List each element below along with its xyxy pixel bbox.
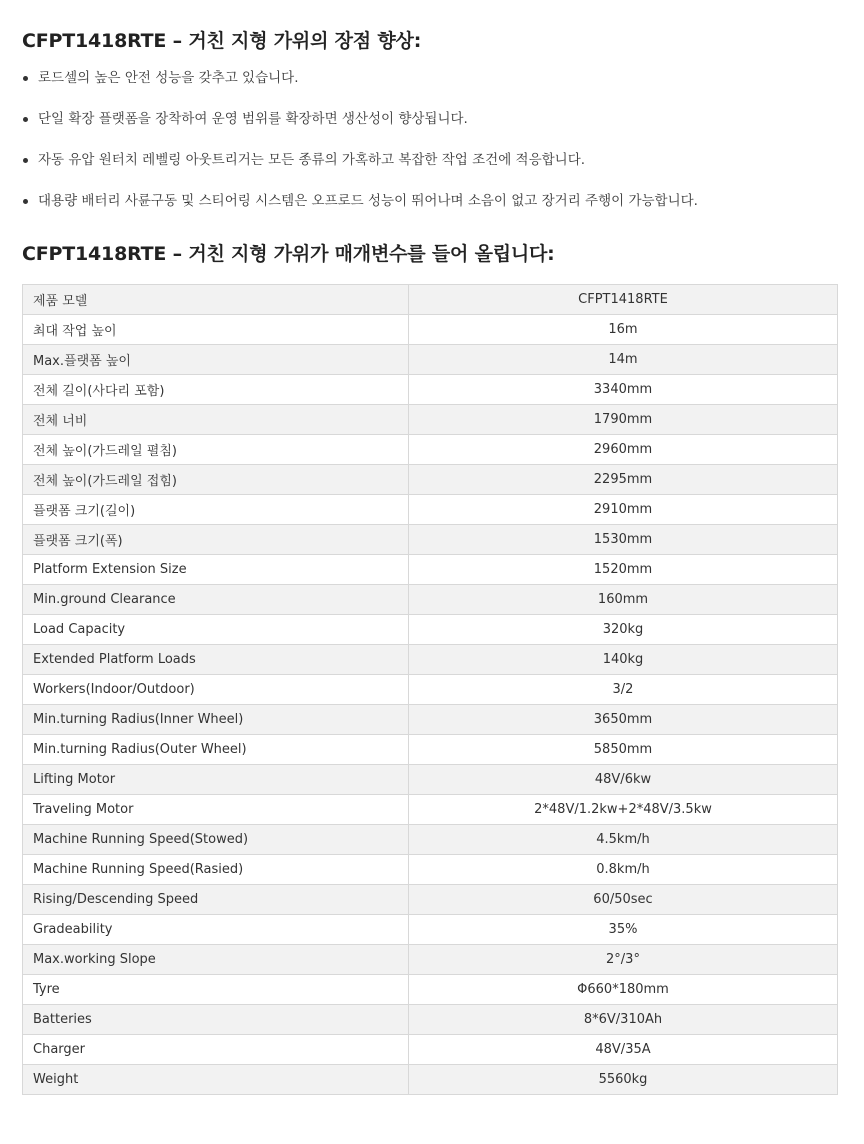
spec-table-body [23, 284, 838, 1094]
spec-label: Extended Platform Loads [23, 644, 409, 674]
spec-value: 16m [409, 314, 838, 344]
spec-label: Tyre [23, 974, 409, 1004]
list-item: 로드셀의 높은 안전 성능을 갖추고 있습니다. [22, 69, 850, 88]
table-row [23, 314, 838, 344]
spec-label: Min.turning Radius(Inner Wheel) [23, 704, 409, 734]
spec-label: Machine Running Speed(Stowed) [23, 824, 409, 854]
spec-label: Traveling Motor [23, 794, 409, 824]
spec-label: 최대 작업 높이 [23, 314, 409, 344]
spec-label: 전체 길이(사다리 포함) [23, 374, 409, 404]
spec-label: Min.ground Clearance [23, 584, 409, 614]
spec-label: 전체 너비 [23, 404, 409, 434]
specification-table [22, 284, 838, 1095]
table-row [23, 974, 838, 1004]
table-row [23, 344, 838, 374]
spec-label: Batteries [23, 1004, 409, 1034]
table-row [23, 494, 838, 524]
spec-label: 전체 높이(가드레일 접힘) [23, 464, 409, 494]
spec-label: 플랫폼 크기(폭) [23, 524, 409, 554]
table-row [23, 674, 838, 704]
spec-value: 8*6V/310Ah [409, 1004, 838, 1034]
table-row [23, 374, 838, 404]
spec-value: 320kg [409, 614, 838, 644]
spec-value: 14m [409, 344, 838, 374]
spec-value: 2960mm [409, 434, 838, 464]
spec-value: 48V/35A [409, 1034, 838, 1064]
table-row [23, 764, 838, 794]
spec-label: Weight [23, 1064, 409, 1094]
list-item: 단일 확장 플랫폼을 장착하여 운영 범위를 확장하면 생산성이 향상됩니다. [22, 110, 850, 129]
spec-label: Charger [23, 1034, 409, 1064]
list-item: 대용량 배터리 사륜구동 및 스티어링 시스템은 오프로드 성능이 뛰어나며 소음이 없고 장거리 주행이 가능합니다. [22, 192, 850, 211]
table-row [23, 824, 838, 854]
spec-label: Platform Extension Size [23, 554, 409, 584]
spec-label: Max.플랫폼 높이 [23, 344, 409, 374]
spec-value: 5560kg [409, 1064, 838, 1094]
spec-value: CFPT1418RTE [409, 284, 838, 314]
spec-value: 2295mm [409, 464, 838, 494]
spec-value: 5850mm [409, 734, 838, 764]
spec-value: 160mm [409, 584, 838, 614]
spec-value: 2°/3° [409, 944, 838, 974]
table-row [23, 794, 838, 824]
spec-value: 1790mm [409, 404, 838, 434]
table-row [23, 434, 838, 464]
spec-value: 3/2 [409, 674, 838, 704]
table-row [23, 1064, 838, 1094]
spec-label: 제품 모델 [23, 284, 409, 314]
table-row [23, 1004, 838, 1034]
spec-value: 2*48V/1.2kw+2*48V/3.5kw [409, 794, 838, 824]
spec-value: 48V/6kw [409, 764, 838, 794]
list-item: 자동 유압 원터치 레벨링 아웃트리거는 모든 종류의 가혹하고 복잡한 작업 조건에 적응합니다. [22, 151, 850, 170]
spec-label: Load Capacity [23, 614, 409, 644]
table-row [23, 644, 838, 674]
table-row [23, 884, 838, 914]
spec-label: 전체 높이(가드레일 펼침) [23, 434, 409, 464]
spec-value: 1520mm [409, 554, 838, 584]
table-row [23, 914, 838, 944]
spec-value: 3650mm [409, 704, 838, 734]
feature-list [22, 69, 850, 211]
spec-value: 140kg [409, 644, 838, 674]
table-row [23, 704, 838, 734]
spec-label: Machine Running Speed(Rasied) [23, 854, 409, 884]
spec-label: Rising/Descending Speed [23, 884, 409, 914]
spec-value: 3340mm [409, 374, 838, 404]
spec-label: Min.turning Radius(Outer Wheel) [23, 734, 409, 764]
table-row [23, 854, 838, 884]
table-row [23, 584, 838, 614]
table-row [23, 404, 838, 434]
spec-value: 1530mm [409, 524, 838, 554]
table-row [23, 734, 838, 764]
table-row [23, 524, 838, 554]
spec-value: Φ660*180mm [409, 974, 838, 1004]
spec-label: Max.working Slope [23, 944, 409, 974]
features-section-title: CFPT1418RTE – 거친 지형 가위의 장점 향상: [22, 30, 422, 52]
spec-label: Gradeability [23, 914, 409, 944]
table-row [23, 944, 838, 974]
spec-label: 플랫폼 크기(길이) [23, 494, 409, 524]
table-row [23, 284, 838, 314]
table-row [23, 464, 838, 494]
spec-label: Lifting Motor [23, 764, 409, 794]
spec-section-title: CFPT1418RTE – 거친 지형 가위가 매개변수를 들어 올립니다: [22, 242, 555, 265]
spec-value: 2910mm [409, 494, 838, 524]
spec-value: 4.5km/h [409, 824, 838, 854]
spec-value: 0.8km/h [409, 854, 838, 884]
spec-value: 60/50sec [409, 884, 838, 914]
table-row [23, 1034, 838, 1064]
spec-label: Workers(Indoor/Outdoor) [23, 674, 409, 704]
table-row [23, 554, 838, 584]
table-row [23, 614, 838, 644]
spec-value: 35% [409, 914, 838, 944]
